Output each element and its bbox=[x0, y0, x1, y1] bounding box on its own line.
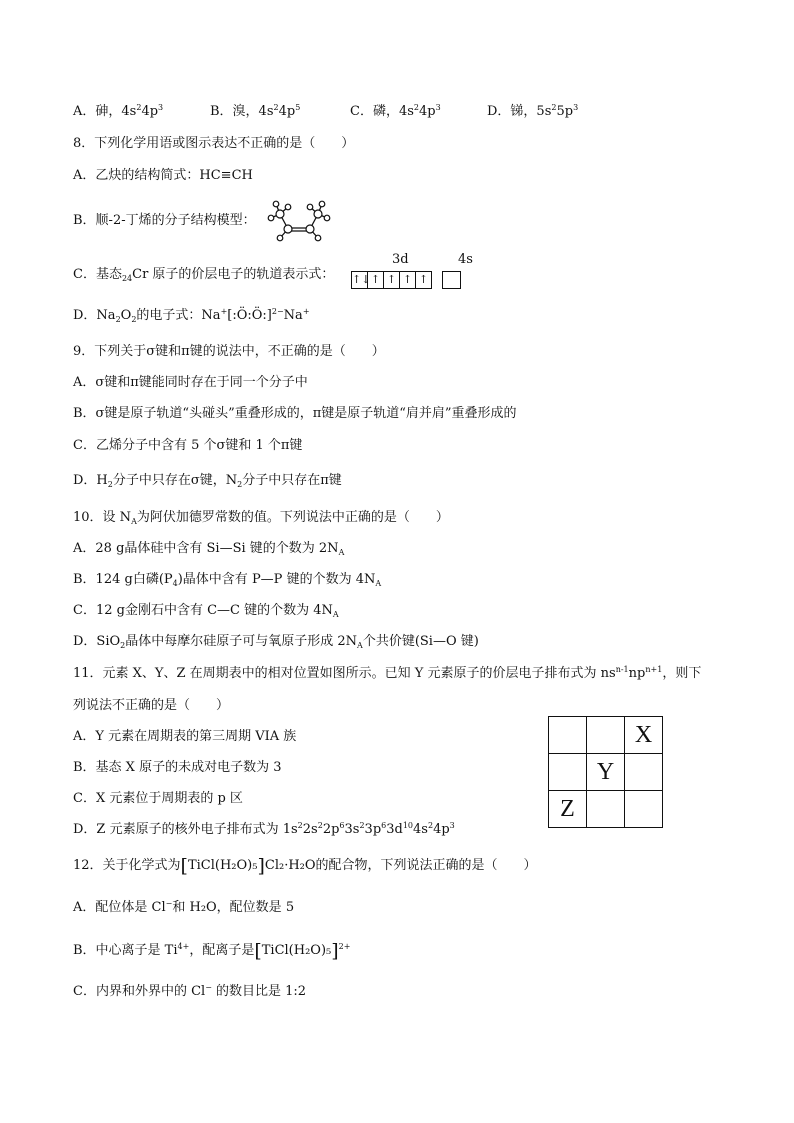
q8-option-c: C．基态$_{24}$Cr 原子的价层电子的轨道表示式： bbox=[73, 267, 335, 283]
grid-cell bbox=[549, 754, 587, 791]
q9-option-a: A．σ键和π键能同时存在于同一个分子中 bbox=[73, 375, 308, 390]
grid-cell bbox=[549, 717, 587, 754]
q10-option-a: A．28 g晶体硅中含有 Si—Si 键的个数为 $2N_A$ bbox=[73, 541, 345, 557]
q7-option-c: C．磷，$4s^24p^3$ bbox=[350, 103, 441, 119]
q11-option-d: D．Z 元素原子的核外电子排布式为 $1s^22s^22p^63s^23p^63d^{10}4s^24p^3$ bbox=[73, 821, 455, 837]
q11-option-a: A．Y 元素在周期表的第三周期 VIA 族 bbox=[73, 729, 297, 744]
orbital-3d-1: ↑↓ bbox=[351, 271, 368, 289]
q11-stem-line2: 列说法不正确的是（ ） bbox=[73, 698, 230, 713]
q10-stem: 10．设 $N_A$为阿伏加德罗常数的值。下列说法中正确的是（ ） bbox=[73, 510, 449, 526]
orbital-3d-4: ↑ bbox=[399, 271, 416, 289]
q8-stem: 8．下列化学用语或图示表达不正确的是（ ） bbox=[73, 136, 355, 151]
q8-option-a: A．乙炔的结构简式：HC≡CH bbox=[73, 168, 253, 183]
q10-option-b: B．124 g白磷$(P_4)$晶体中含有 P—P 键的个数为 $4N_A$ bbox=[73, 572, 382, 588]
q10-option-c: C．12 g金刚石中含有 C—C 键的个数为 $4N_A$ bbox=[73, 603, 339, 619]
q9-option-b: B．σ键是原子轨道“头碰头”重叠形成的，π键是原子轨道“肩并肩”重叠形成的 bbox=[73, 406, 517, 421]
q11-option-c: C．X 元素位于周期表的 p 区 bbox=[73, 791, 243, 806]
orbital-3d-3: ↑ bbox=[383, 271, 400, 289]
q12-option-c: C．内界和外界中的 Cl− 的数目比是 1:2 bbox=[73, 983, 307, 999]
orbital-label-3d: 3d bbox=[392, 252, 409, 267]
orbital-diagram bbox=[352, 271, 461, 289]
grid-cell bbox=[625, 754, 663, 791]
grid-cell-y: Y bbox=[587, 754, 625, 791]
grid-cell bbox=[587, 791, 625, 828]
q7-option-b: B．溴，$4s^24p^5$ bbox=[210, 103, 301, 119]
grid-cell bbox=[625, 791, 663, 828]
q8-option-b: B．顺-2-丁烯的分子结构模型： bbox=[73, 213, 256, 228]
q12-option-a: A．配位体是 Cl−和 H₂O，配位数是 5 bbox=[73, 899, 295, 915]
q12-option-b: B．中心离子是 $Ti^{4+}$，配离子是[TiCl(H₂O)₅]$^{2+}$ bbox=[73, 940, 351, 962]
q11-stem-line1: 11．元素 X、Y、Z 在周期表中的相对位置如图所示。已知 Y 元素原子的价层电子排布式为 $ns^{n-1}np^{n+1}$，则下 bbox=[73, 665, 702, 681]
cis-2-butene-model-image bbox=[266, 198, 336, 244]
grid-cell-z: Z bbox=[549, 791, 587, 828]
q9-stem: 9．下列关于σ键和π键的说法中，不正确的是（ ） bbox=[73, 344, 385, 359]
q12-stem: 12．关于化学式为[TiCl(H₂O)₅]Cl₂·H₂O的配合物，下列说法正确的是（ ） bbox=[73, 855, 537, 877]
q8-option-d: D．$Na_2O_2$的电子式：Na+[:Ö:Ö:]$^{2-}$Na+ bbox=[73, 307, 310, 324]
q10-option-d: D．SiO$_2$晶体中每摩尔硅原子可与氧原子形成 $2N_A$个共价键(Si—O 键) bbox=[73, 634, 479, 650]
grid-cell bbox=[587, 717, 625, 754]
orbital-3d-5: ↑ bbox=[415, 271, 432, 289]
orbital-3d-2: ↑ bbox=[367, 271, 384, 289]
orbital-label-4s: 4s bbox=[458, 252, 473, 267]
q9-option-c: C．乙烯分子中含有 5 个σ键和 1 个π键 bbox=[73, 438, 303, 453]
q7-option-a: A．砷，$4s^24p^3$ bbox=[73, 103, 164, 119]
orbital-4s bbox=[442, 271, 461, 289]
q11-option-b: B．基态 X 原子的未成对电子数为 3 bbox=[73, 760, 282, 775]
q7-option-d: D．锑，$5s^25p^3$ bbox=[487, 103, 579, 119]
q9-option-d: D．$H_2$分子中只存在σ键，$N_2$分子中只存在π键 bbox=[73, 473, 342, 489]
periodic-position-grid bbox=[548, 716, 663, 828]
grid-cell-x: X bbox=[625, 717, 663, 754]
